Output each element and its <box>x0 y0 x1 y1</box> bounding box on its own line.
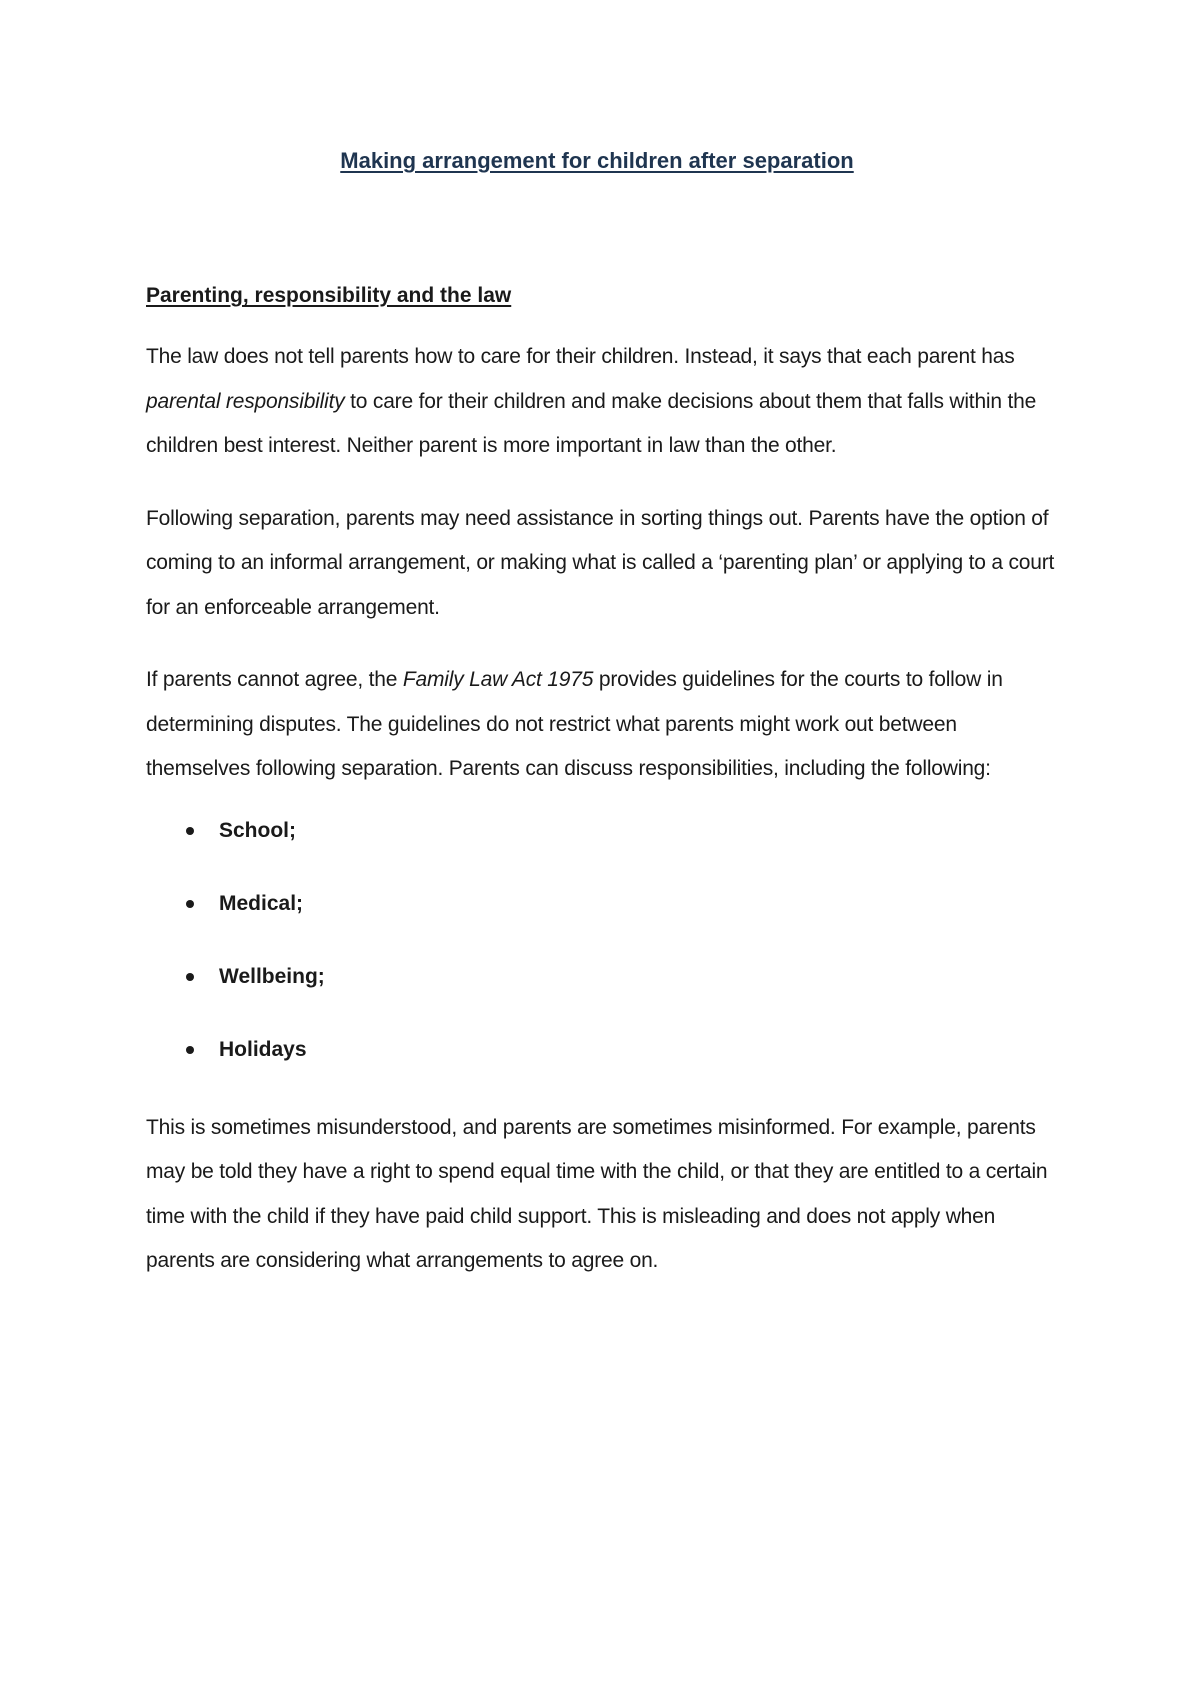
bullet-icon <box>186 900 194 908</box>
list-item: Medical; <box>146 889 1066 919</box>
list-item: School; <box>146 816 1066 846</box>
bullet-icon <box>186 973 194 981</box>
document-title: Making arrangement for children after separation <box>340 148 854 173</box>
document-body <box>146 281 1066 1312</box>
italic-act-name: Family Law Act 1975 <box>402 668 594 691</box>
bullet-icon <box>186 1046 194 1054</box>
paragraph-family-law-act: If parents cannot agree, the Family Law Act 1975 provides guidelines for the courts to follow in determining disputes. The guidelines do not restrict what parents might work out between themselves following separation. Parents can discuss responsibilities, including the following: <box>146 668 1003 780</box>
italic-term: parental responsibility <box>146 389 345 413</box>
list-item: Holidays <box>146 1035 1066 1065</box>
list-item: Wellbeing; <box>146 962 1066 992</box>
paragraph-following-separation: Following separation, parents may need assistance in sorting things out. Parents have the option of coming to an informal arrangement, or making what is called a ‘parenting plan’ or applying to a court for an enforceable arrangement. <box>146 506 1055 619</box>
paragraph-parental-responsibility: The law does not tell parents how to care for their children. Instead, it says that each parent has parental responsibility to care for their children and make decisions about them that falls within the children best interest. Neither parent is more important in law than the other. <box>146 345 1037 457</box>
paragraph-misunderstood: This is sometimes misunderstood, and parents are sometimes misinformed. For example, parents may be told they have a right to spend equal time with the child, or that they are entitled to a certain time with the child if they have paid child support. This is misleading and does not apply when parents are considering what arrangements to agree on. <box>146 1115 1048 1272</box>
bullet-icon <box>186 827 194 835</box>
responsibilities-list <box>146 816 1066 1065</box>
section-heading: Parenting, responsibility and the law <box>146 284 512 307</box>
